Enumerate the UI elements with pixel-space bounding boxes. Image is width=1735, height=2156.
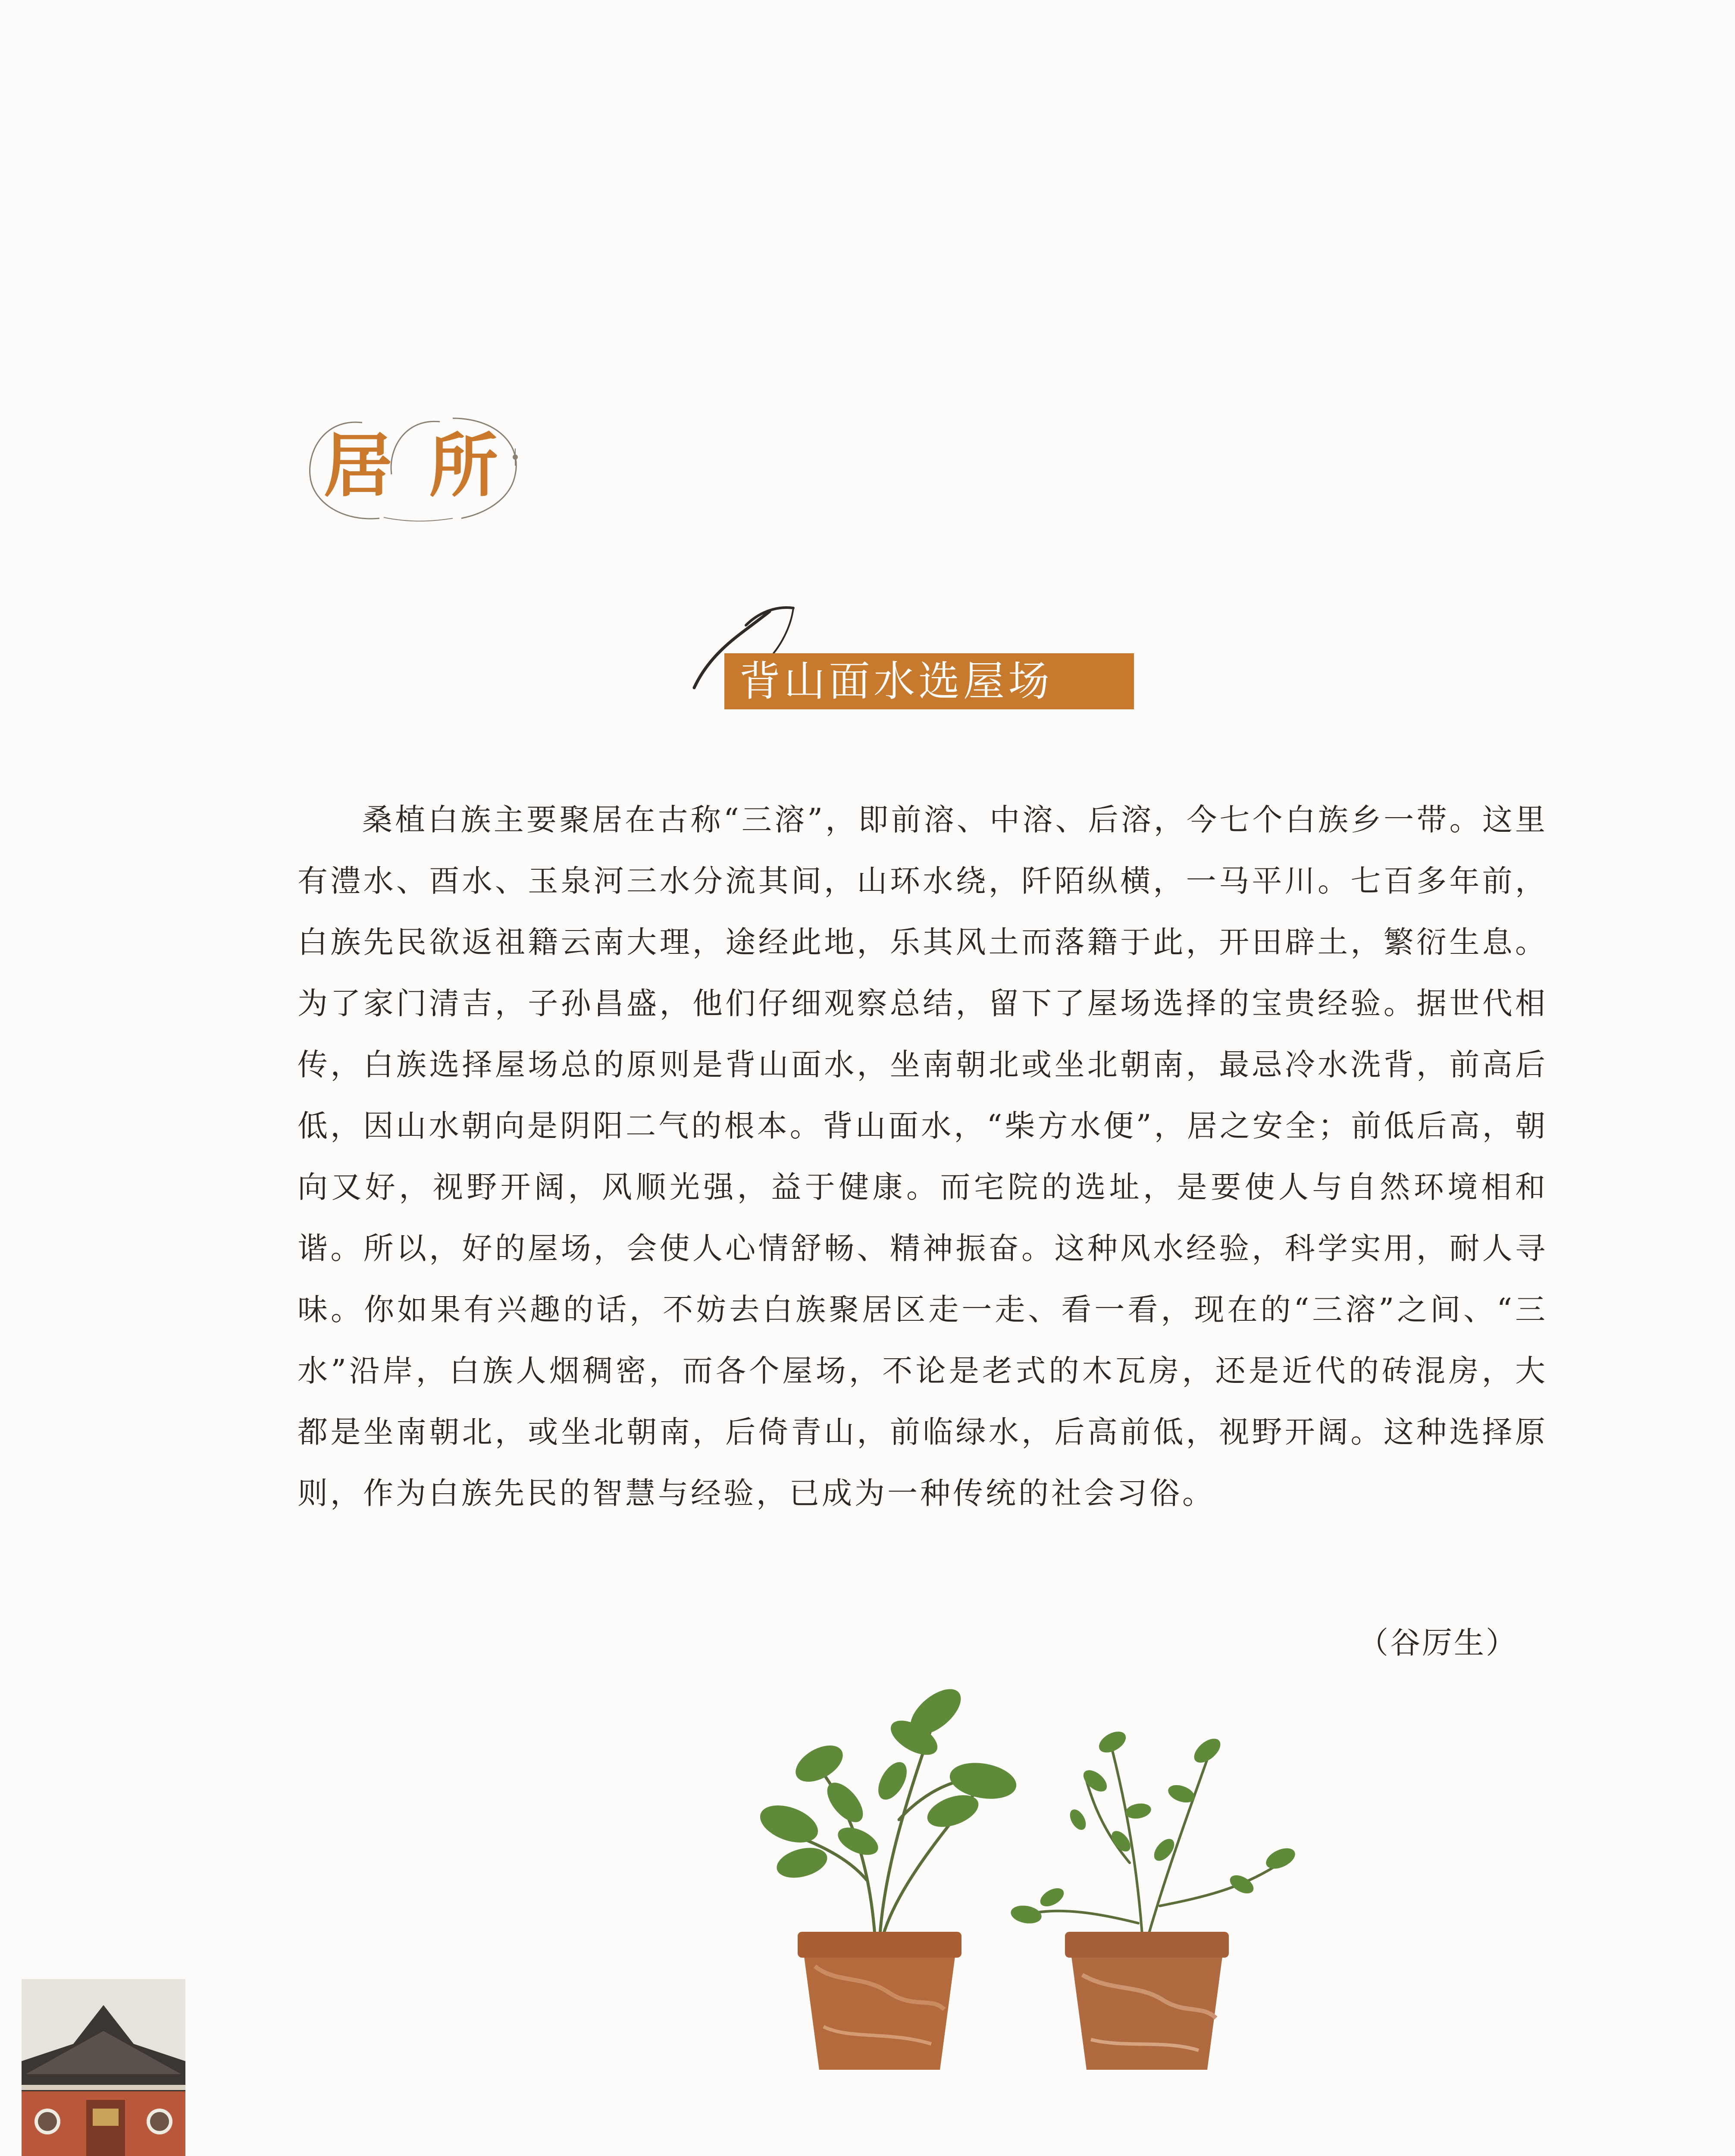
potted-plants-image	[750, 1639, 1311, 2083]
temple-photo	[22, 1979, 185, 2156]
section-title-char: 居	[323, 425, 393, 506]
author-credit: （谷厉生）	[1358, 1625, 1518, 1661]
body-paragraph: 桑植白族主要聚居在古称“三溶”，即前溶、中溶、后溶，今七个白族乡一带。这里有澧水、酉水、玉泉河三水分流其间，山环水绕，阡陌纵横，一马平川。七百多年前，白族先民欲返祖籍云南大理，途经此地，乐其风土而落籍于此，开田辟土，繁衍生息。为了家门清吉，子孙昌盛，他们仔细观察总结，留下了屋场选择的宝贵经验。据世代相传，白族选择屋场总的原则是背山面水，坐南朝北或坐北朝南，最忌冷水洗背，前高后低，因山水朝向是阴阳二气的根本。背山面水，“柴方水便”，居之安全；前低后高，朝向又好，视野开阔，风顺光强，益于健康。而宅院的选址，是要使人与自然环境相和谐。所以，好的屋场，会使人心情舒畅、精神振奋。这种风水经验，科学实用，耐人寻味。你如果有兴趣的话，不妨去白族聚居区走一走、看一看，现在的“三溶”之间、“三水”沿岸，白族人烟稠密，而各个屋场，不论是老式的木瓦房，还是近代的砖混房，大都是坐南朝北，或坐北朝南，后倚青山，前临绿水，后高前低，视野开阔。这种选择原则，作为白族先民的智慧与经验，已成为一种传统的社会习俗。	[298, 802, 1548, 1511]
subheading: 背山面水选屋场	[724, 653, 1134, 709]
subheading-banner	[690, 595, 1156, 711]
section-title-char: 所	[429, 425, 498, 506]
section-heading	[298, 405, 539, 530]
